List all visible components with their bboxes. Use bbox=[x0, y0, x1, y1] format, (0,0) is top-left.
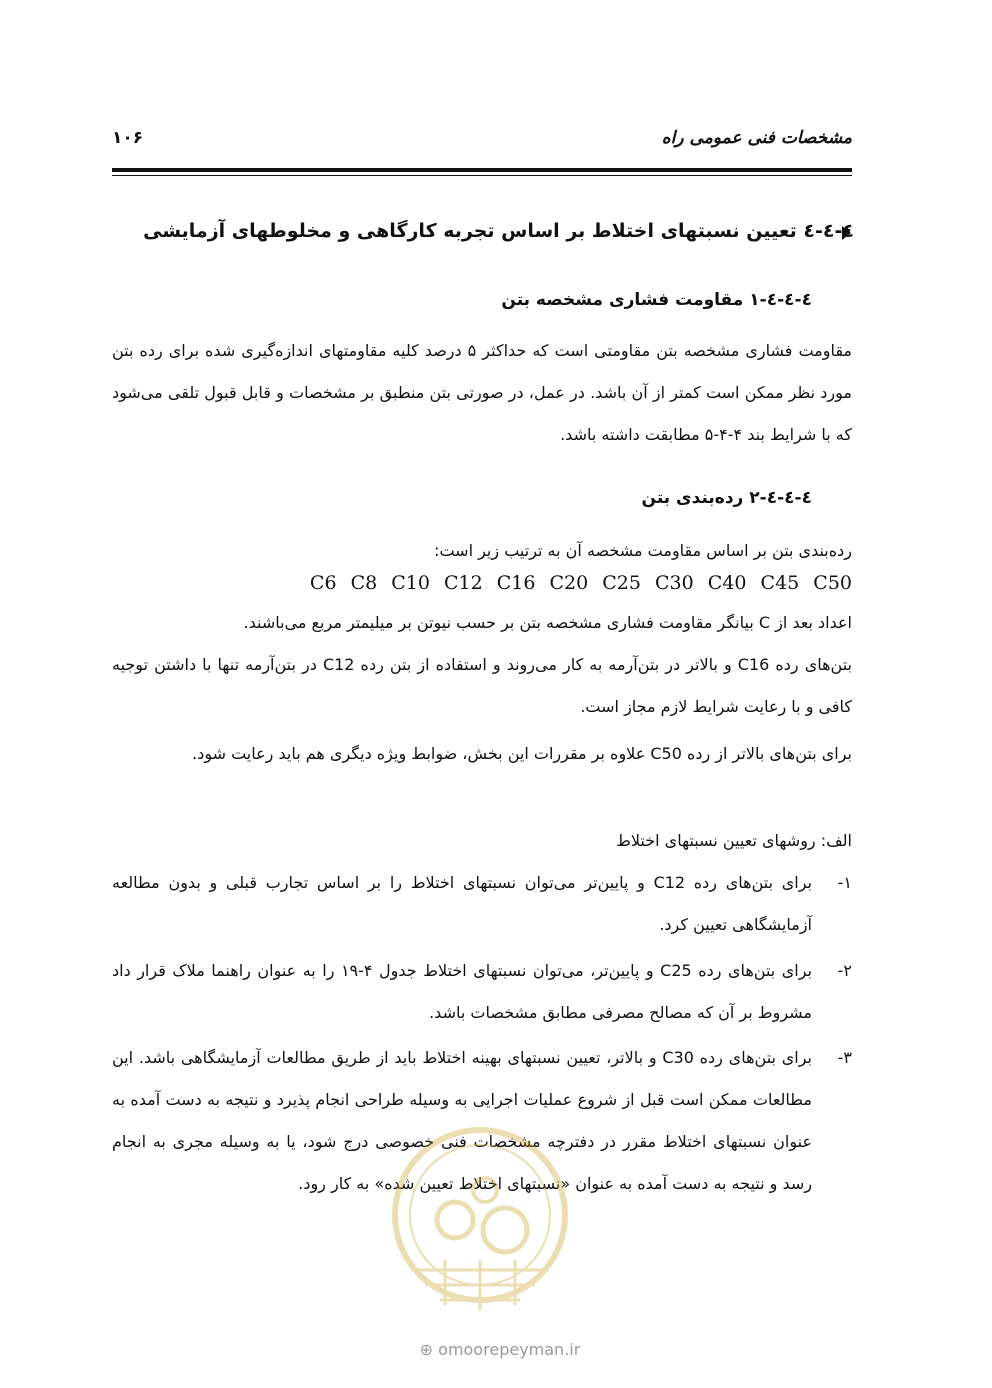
page-number: ۱۰۶ bbox=[112, 128, 144, 148]
header-rule-thick bbox=[112, 168, 852, 172]
list-item-text: برای بتن‌های رده C12 و پایین‌تر می‌توان نسبتهای اختلاط را بر اساس تجارب قبلی و بدون مطالعه آزمایشگاهی تعیین کرد. bbox=[112, 873, 812, 934]
watermark-url bbox=[400, 1340, 600, 1359]
grade-list: C6 C8 C10 C12 C16 C20 C25 C30 C40 C45 C50 bbox=[309, 572, 852, 594]
subsection-heading-compressive-strength: ٤-٤-٤-١ مقاومت فشاری مشخصه بتن bbox=[501, 290, 812, 310]
list-item bbox=[112, 950, 852, 1034]
globe-icon: ⊕ bbox=[419, 1340, 434, 1359]
header-title: مشخصات فنی عمومی راه bbox=[661, 128, 852, 148]
list-item-number: ۲- bbox=[837, 961, 852, 980]
header-rule-thin bbox=[112, 175, 852, 176]
stamp-seal-icon bbox=[385, 1120, 575, 1330]
paragraph-compressive-strength: مقاومت فشاری مشخصه بتن مقاومتی است که حداکثر ۵ درصد کلیه مقاومتهای اندازه‌گیری شده برای رده بتن مورد نظر ممکن است کمتر از آن باشد. در عمل، در صورتی بتن منطبق بر مشخصات و قابل قبول تلقی می‌شود که با شرایط بند ۴-۴-۵ مطابقت داشته باشد. bbox=[112, 341, 852, 444]
grading-paragraph-3: برای بتن‌های بالاتر از رده C50 علاوه بر مقررات این بخش، ضوابط ویژه دیگری هم باید رعایت شود. bbox=[192, 744, 852, 763]
subsection-heading-grading: ٤-٤-٤-٢ رده‌بندی بتن bbox=[641, 488, 812, 508]
list-item-text: برای بتن‌های رده C25 و پایین‌تر، می‌توان نسبتهای اختلاط جدول ۴-۱۹ را به عنوان راهنما ملاک قرار داد مشروط بر آن که مصالح مصرفی مطابق مشخصات باشد. bbox=[112, 961, 813, 1022]
list-item-number: ۳- bbox=[837, 1048, 852, 1067]
grading-intro: رده‌بندی بتن بر اساس مقاومت مشخصه آن به ترتیب زیر است: bbox=[434, 541, 852, 560]
grading-paragraph-2: بتن‌های رده C16 و بالاتر در بتن‌آرمه به کار می‌روند و استفاده از بتن رده C12 در بتن‌آرمه تنها با داشتن توجیه کافی و با رعایت شرایط لازم مجاز است. bbox=[112, 655, 852, 716]
methods-heading: الف: روشهای تعیین نسبتهای اختلاط bbox=[616, 831, 852, 850]
list-item-text: برای بتن‌های رده C30 و بالاتر، تعیین نسبتهای بهینه اختلاط باید از طریق مطالعات آزمایشگاهی باشد. این مطالعات ممکن است قبل از شروع عملیات اجرایی به وسیله طراحی انجام پذیرد و نتیجه به دست آمده به عنوان نسبتهای اختلاط مقرر در دفترچه مشخصات فنی خصوصی درج شود، یا به وسیله مجری به انجام رسد و نتیجه به دست آمده به عنوان «نسبتهای اختلاط تعیین شده» به کار رود. bbox=[112, 1048, 812, 1193]
list-item-number: ۱- bbox=[837, 873, 852, 892]
section-heading: ٤-٤-٤ تعیین نسبتهای اختلاط بر اساس تجربه کارگاهی و مخلوطهای آزمایشی bbox=[143, 220, 854, 242]
page-header bbox=[112, 128, 852, 158]
watermark-url-text: omoorepeyman.ir bbox=[438, 1340, 581, 1359]
grading-paragraph-1: اعداد بعد از C بیانگر مقاومت فشاری مشخصه بتن بر حسب نیوتن بر میلیمتر مربع می‌باشند. bbox=[243, 613, 852, 632]
list-item bbox=[112, 862, 852, 946]
